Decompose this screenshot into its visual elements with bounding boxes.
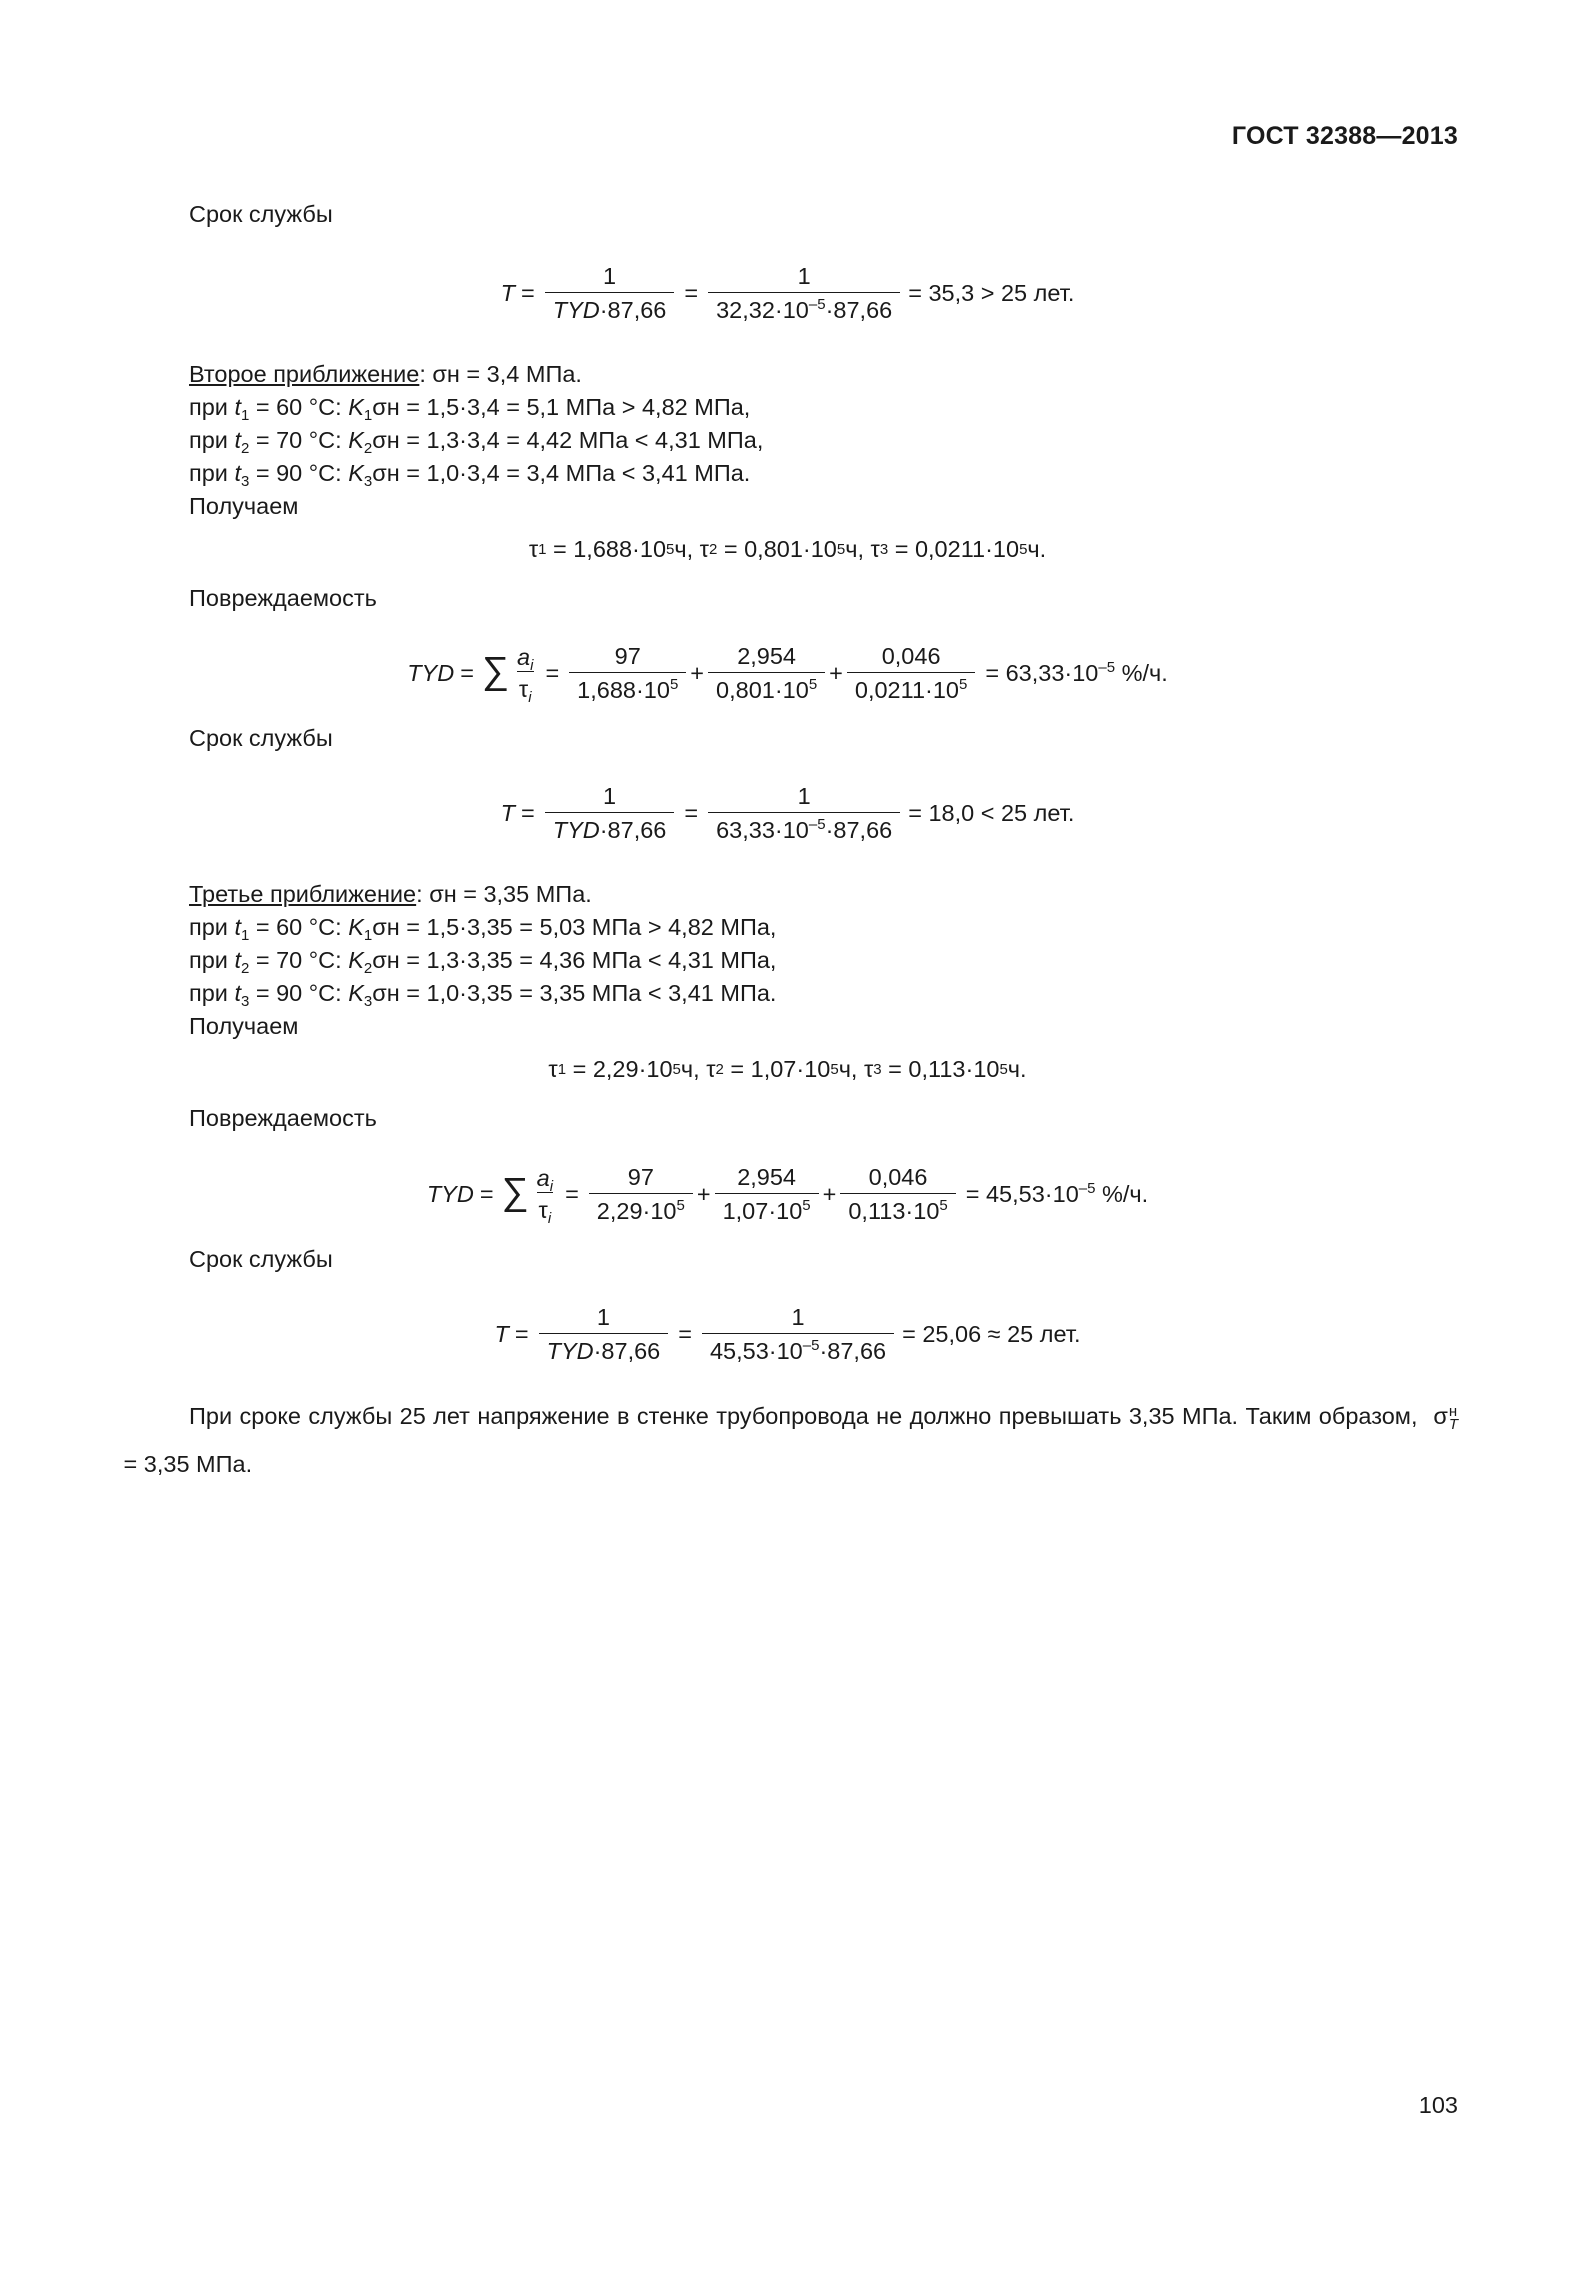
- approx3-heading: Третье приближение: σн = 3,35 МПа.: [189, 881, 592, 907]
- conclusion-paragraph: При сроке службы 25 лет напряжение в стенке трубопровода не должно превышать 3,35 МПа. Таким образом, σ н T = 3,35 МПа.: [123, 1402, 1459, 1477]
- eq-result: = 35,3 > 25 лет.: [908, 279, 1075, 306]
- equation-service-life-3: T = $\frac{1}{\text{TYD·87,66}}$ = $\frac{1}{45,53\cdot 10^{-5}\cdot 87,66}$ = 25,06 ≈ 25 лет.: [494, 1304, 1081, 1364]
- approx2-line-3: при $t_3 = 90$ °C: $K_3\sigma н = 1,0\cdot 3,4 = 3,4$ МПа < 3,41 МПа.: [189, 460, 751, 490]
- sum-symbol: ∑: [501, 1171, 529, 1213]
- label-obtain-1: Получаем: [189, 493, 299, 519]
- label-obtain-2: Получаем: [189, 1013, 299, 1039]
- equation-tyd-2: TYD = ∑ $\frac{a_i}{\tau_i}$ = $\frac{97}{2,29\cdot 10^5}$ + $\frac{2,954}{1,07\cdot 10^5}$ + $\frac{0,046}{0,113\cdot 10^5}$ = $45,53\cdot 10^{-5}$ %/ч.: [426, 1164, 1149, 1227]
- page-number: 103: [1418, 2092, 1458, 2118]
- approx2-line-2: при $t_2 = 70$ °C: $K_2\sigma н = 1,3\cdot 3,4 = 4,42$ МПа < 4,31 МПа,: [189, 427, 764, 457]
- equation-service-life-2: T = $\frac{1}{\text{TYD·87,66}}$ = $\frac{1}{63,33\cdot 10^{-5}\cdot 87,66}$ = 18,0 < 25 лет.: [500, 783, 1075, 843]
- tau-values-2: τ 1 = 2,29·10 5 ч, τ 2 = 1,07·10 5 ч, τ 3 = 0,113·10 5 ч.: [548, 1056, 1027, 1082]
- approx3-line-1: при $t_1 = 60$ °C: $K_1\sigma н = 1,5\cdot 3,35 = 5,03$ МПа > 4,82 МПа,: [189, 914, 777, 944]
- label-service-life-2: Срок службы: [189, 725, 333, 751]
- approx3-line-2: при $t_2 = 70$ °C: $K_2\sigma н = 1,3\cdot 3,35 = 4,36$ МПа < 4,31 МПа,: [189, 947, 777, 977]
- fraction: $\frac{1}{32,32\cdot 10^{-5}\cdot 87,66}$: [708, 262, 900, 324]
- sum-symbol: ∑: [481, 650, 510, 692]
- equation-tyd-1: TYD = ∑ $\frac{a_i}{\tau_i}$ = $\frac{97}{1,688\cdot 10^5}$ + $\frac{2,954}{0,801\cdot 10^5}$ + $\frac{0,046}{0,0211\cdot 10^5}$ = $63,33\cdot 10^{-5}$ %/ч.: [407, 643, 1168, 706]
- equation-service-life-1: T = $\frac{1}{\text{TYD·87,66}}$ = $\frac{1}{32,32\cdot 10^{-5}\cdot 87,66}$ = 35,3 > 25 лет.: [500, 263, 1075, 323]
- tau-values-1: τ 1 = 1,688·10 5 ч, τ 2 = 0,801·10 5 ч, τ 3 = 0,0211·10 5 ч.: [528, 536, 1047, 562]
- label-service-life-3: Срок службы: [189, 1246, 333, 1272]
- document-code: ГОСТ 32388—2013: [1231, 122, 1458, 150]
- approx2-line-1: при $t_1 = 60$ °C: $K_1\sigma н = 1,5\cdot 3,4 = 5,1$ МПа > 4,82 МПа,: [189, 394, 751, 424]
- fraction: $\frac{1}{\text{TYD·87,66}}$: [545, 262, 675, 324]
- label-service-life-1: Срок службы: [189, 201, 333, 227]
- eq-lhs: T: [500, 279, 515, 306]
- label-damage-1: Повреждаемость: [189, 585, 377, 611]
- approx2-heading: Второе приближение: σн = 3,4 МПа.: [189, 361, 582, 387]
- label-damage-2: Повреждаемость: [189, 1105, 377, 1131]
- approx3-line-3: при $t_3 = 90$ °C: $K_3\sigma н = 1,0\cdot 3,35 = 3,35$ МПа < 3,41 МПа.: [189, 980, 777, 1010]
